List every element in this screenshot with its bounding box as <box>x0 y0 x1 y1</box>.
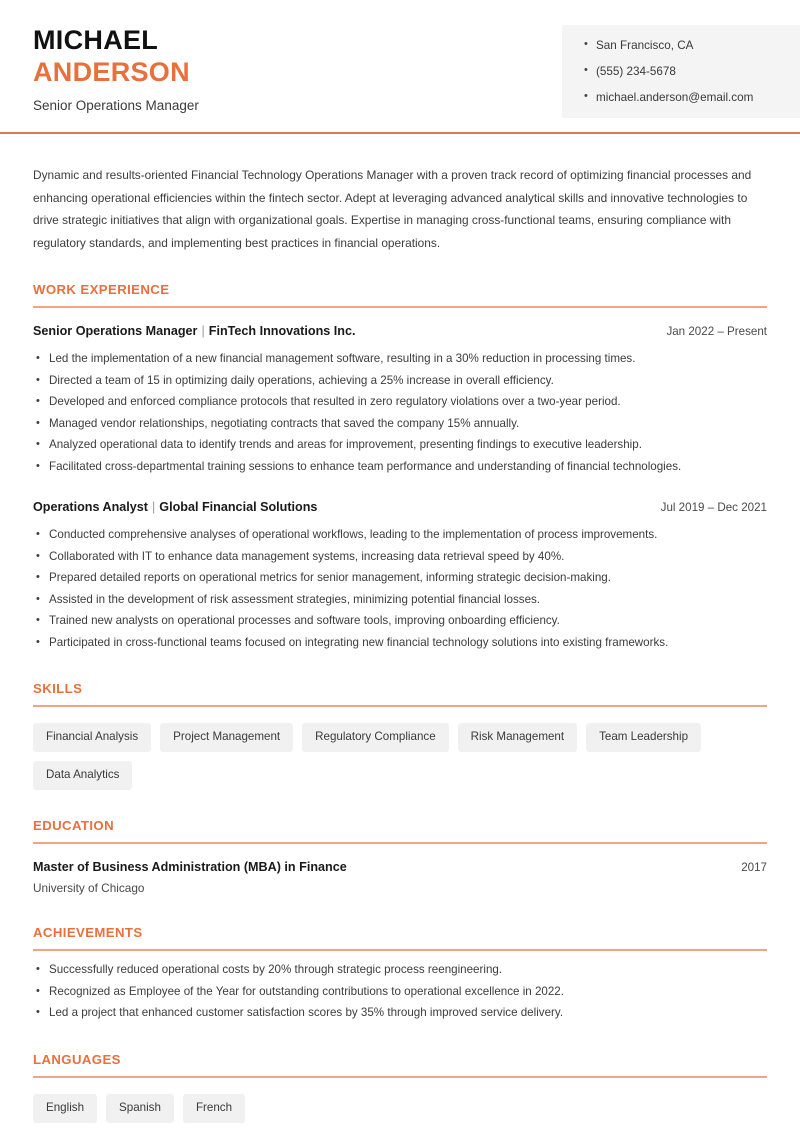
title-separator: | <box>201 324 205 338</box>
professional-summary: Dynamic and results-oriented Financial Technology Operations Manager with a proven track record of optimizing financial processes and enhancing operational efficiencies within the fintech sector. Adept at leveraging advanced analytical skills and innovative technologies to drive strategic initiatives that align with organizational goals. Expertise in managing cross-functional teams, ensuring compliance with regulatory standards, and implementing best practices in financial operations. <box>33 168 752 250</box>
bullet-item: • Led a project that enhanced customer satisfaction scores by 35% through improved service delivery. <box>33 1002 767 1024</box>
section-skills <box>33 681 767 790</box>
experience-entry-header <box>33 323 767 340</box>
section-divider-education <box>33 842 767 844</box>
section-title-education: EDUCATION <box>33 818 115 833</box>
experience-entry <box>33 499 767 653</box>
bullet-item: • Facilitated cross-departmental training sessions to enhance team performance and understanding of financial technologies. <box>33 456 767 478</box>
experience-title-line <box>33 323 355 340</box>
bullet-item: • Developed and enforced compliance protocols that resulted in zero regulatory violations over a two-year period. <box>33 391 767 413</box>
bullet-item: • Assisted in the development of risk assessment strategies, minimizing potential financial losses. <box>33 589 767 611</box>
contact-email: • michael.anderson@email.com <box>584 90 800 105</box>
first-name: MICHAEL <box>33 25 159 55</box>
section-title-languages: LANGUAGES <box>33 1051 121 1067</box>
contact-location: • San Francisco, CA <box>584 38 800 53</box>
education-entry <box>33 859 767 897</box>
last-name: ANDERSON <box>33 57 190 87</box>
experience-bullets <box>33 524 767 653</box>
language-chip: French <box>183 1094 245 1123</box>
section-title-achievements: ACHIEVEMENTS <box>33 925 143 940</box>
section-divider-skills <box>33 705 767 707</box>
section-education <box>33 818 767 897</box>
bullet-item: • Managed vendor relationships, negotiating contracts that saved the company 15% annually. <box>33 413 767 435</box>
skill-chip: Risk Management <box>458 723 577 752</box>
section-work-experience <box>33 282 767 653</box>
education-entry-header <box>33 859 767 876</box>
skill-chip: Team Leadership <box>586 723 701 752</box>
skill-chip: Project Management <box>160 723 293 752</box>
resume-header <box>0 0 800 134</box>
section-divider-achievements <box>33 949 767 951</box>
achievements-list <box>33 959 767 1024</box>
resume-body <box>0 164 800 1123</box>
bullet-item: • Successfully reduced operational costs by 20% through strategic process reengineering. <box>33 959 767 981</box>
contact-list <box>584 38 800 105</box>
experience-date: Jan 2022 – Present <box>666 325 767 338</box>
section-achievements <box>33 925 767 1024</box>
experience-bullets <box>33 348 767 477</box>
experience-date: Jul 2019 – Dec 2021 <box>660 501 767 514</box>
experience-company: FinTech Innovations Inc. <box>208 324 356 338</box>
skill-chip: Regulatory Compliance <box>302 723 449 752</box>
title-separator: | <box>152 500 156 514</box>
skill-chip: Financial Analysis <box>33 723 151 752</box>
header-divider <box>0 132 800 134</box>
header-identity <box>0 0 199 115</box>
experience-role: Senior Operations Manager <box>33 324 198 338</box>
section-divider-work-experience <box>33 306 767 308</box>
bullet-item: • Prepared detailed reports on operational metrics for senior management, informing strategic decision-making. <box>33 567 767 589</box>
bullet-item: • Recognized as Employee of the Year for outstanding contributions to operational excellence in 2022. <box>33 981 767 1003</box>
section-divider-languages <box>33 1076 767 1078</box>
education-degree: Master of Business Administration (MBA) in Finance <box>33 860 347 874</box>
contact-info-box <box>562 25 800 118</box>
section-languages <box>33 1052 767 1123</box>
section-title-skills: SKILLS <box>33 681 83 696</box>
bullet-item: • Directed a team of 15 in optimizing daily operations, achieving a 25% increase in overall efficiency. <box>33 370 767 392</box>
education-date: 2017 <box>741 861 767 874</box>
skills-chip-list <box>33 723 767 790</box>
bullet-item: • Participated in cross-functional teams focused on integrating new financial technology solutions into existing frameworks. <box>33 632 767 654</box>
bullet-item: • Analyzed operational data to identify trends and areas for improvement, presenting findings to executive leadership. <box>33 434 767 456</box>
experience-title-line <box>33 499 317 516</box>
experience-entry <box>33 323 767 477</box>
header-job-title: Senior Operations Manager <box>33 98 199 113</box>
education-school: University of Chicago <box>33 881 145 895</box>
language-chip: Spanish <box>106 1094 174 1123</box>
bullet-item: • Trained new analysts on operational processes and software tools, improving onboarding efficiency. <box>33 610 767 632</box>
section-title-work-experience: WORK EXPERIENCE <box>33 282 170 297</box>
experience-role: Operations Analyst <box>33 500 149 514</box>
bullet-item: • Conducted comprehensive analyses of operational workflows, leading to the implementation of process improvements. <box>33 524 767 546</box>
experience-entry-header <box>33 499 767 516</box>
skill-chip: Data Analytics <box>33 761 132 790</box>
language-chip: English <box>33 1094 97 1123</box>
bullet-item: • Collaborated with IT to enhance data management systems, increasing data retrieval speed by 40%. <box>33 546 767 568</box>
experience-company: Global Financial Solutions <box>159 500 318 514</box>
languages-chip-list <box>33 1094 767 1123</box>
contact-phone: • (555) 234-5678 <box>584 64 800 79</box>
bullet-item: • Led the implementation of a new financial management software, resulting in a 30% reduction in processing times. <box>33 348 767 370</box>
